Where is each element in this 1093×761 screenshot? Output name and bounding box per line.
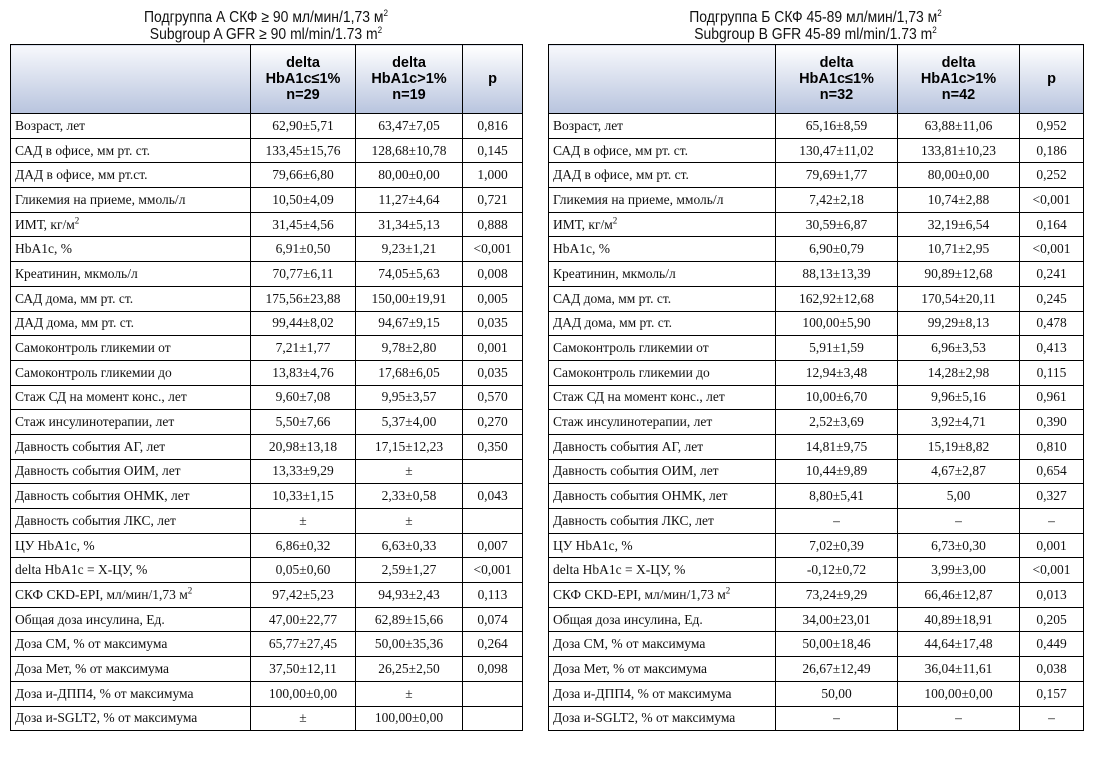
cell-low-delta: 2,52±3,69 — [776, 410, 898, 435]
cell-low-delta: 6,90±0,79 — [776, 237, 898, 262]
table-row — [549, 681, 1084, 706]
cell-p-value: 0,264 — [463, 632, 523, 657]
cell-low-delta: 37,50±12,11 — [251, 657, 356, 682]
cell-p-value: 0,816 — [463, 114, 523, 139]
cell-high-delta: 9,23±1,21 — [356, 237, 463, 262]
cell-high-delta: 94,67±9,15 — [356, 311, 463, 336]
row-label: delta HbA1c = Х-ЦУ, % — [549, 558, 776, 583]
row-label: Стаж СД на момент конс., лет — [549, 385, 776, 410]
cell-high-delta: 80,00±0,00 — [356, 163, 463, 188]
cell-p-value: 0,001 — [463, 336, 523, 361]
cell-high-delta: 2,33±0,58 — [356, 484, 463, 509]
row-label: ДАД дома, мм рт. ст. — [549, 311, 776, 336]
table-header-row — [549, 45, 1084, 114]
cell-low-delta: 10,33±1,15 — [251, 484, 356, 509]
cell-high-delta: 62,89±15,66 — [356, 607, 463, 632]
table-row — [549, 607, 1084, 632]
subgroup-a-title — [36, 0, 497, 44]
cell-low-delta: 70,77±6,11 — [251, 262, 356, 287]
cell-p-value: 0,008 — [463, 262, 523, 287]
header-col-low-delta: delta HbA1c≤1% n=32 — [776, 45, 898, 114]
cell-p-value: 0,007 — [463, 533, 523, 558]
cell-low-delta: 7,21±1,77 — [251, 336, 356, 361]
cell-high-delta: 40,89±18,91 — [898, 607, 1020, 632]
cell-p-value: 0,005 — [463, 286, 523, 311]
subgroup-b-panel — [548, 0, 1083, 731]
subgroup-a-table — [10, 44, 523, 731]
table-row — [11, 706, 523, 731]
table-row — [549, 459, 1084, 484]
cell-p-value: 0,570 — [463, 385, 523, 410]
row-label: Доза и-ДПП4, % от максимума — [11, 681, 251, 706]
cell-p-value: <0,001 — [1020, 558, 1084, 583]
cell-p-value: 0,001 — [1020, 533, 1084, 558]
cell-low-delta: 10,00±6,70 — [776, 385, 898, 410]
cell-low-delta: 100,00±5,90 — [776, 311, 898, 336]
row-label: Самоконтроль гликемии от — [549, 336, 776, 361]
cell-high-delta: 100,00±0,00 — [356, 706, 463, 731]
table-row — [549, 212, 1084, 237]
cell-high-delta: – — [898, 509, 1020, 534]
cell-p-value: 0,145 — [463, 138, 523, 163]
subgroup-b-table — [548, 44, 1084, 731]
cell-low-delta: 97,42±5,23 — [251, 583, 356, 608]
table-row — [11, 410, 523, 435]
cell-low-delta: 5,50±7,66 — [251, 410, 356, 435]
table-row — [549, 360, 1084, 385]
cell-low-delta: 79,66±6,80 — [251, 163, 356, 188]
cell-high-delta: 9,78±2,80 — [356, 336, 463, 361]
cell-low-delta: 50,00 — [776, 681, 898, 706]
cell-high-delta: 80,00±0,00 — [898, 163, 1020, 188]
cell-p-value — [463, 706, 523, 731]
table-row — [549, 262, 1084, 287]
cell-p-value: 0,654 — [1020, 459, 1084, 484]
row-label: Доза и-ДПП4, % от максимума — [549, 681, 776, 706]
table-row — [11, 163, 523, 188]
row-label: ИМТ, $кг/м^2$ — [549, 212, 776, 237]
table-row — [549, 188, 1084, 213]
row-label: Креатинин, мкмоль/л — [11, 262, 251, 287]
row-label: Давность события ОНМК, лет — [11, 484, 251, 509]
cell-low-delta: 65,16±8,59 — [776, 114, 898, 139]
cell-high-delta: 6,63±0,33 — [356, 533, 463, 558]
table-row — [549, 558, 1084, 583]
table-row — [11, 533, 523, 558]
subgroup-a-table-body — [11, 114, 523, 731]
cell-p-value: 0,035 — [463, 360, 523, 385]
cell-high-delta: 9,96±5,16 — [898, 385, 1020, 410]
row-label: Доза СМ, % от максимума — [11, 632, 251, 657]
cell-low-delta: – — [776, 509, 898, 534]
table-row — [11, 237, 523, 262]
cell-high-delta: 17,15±12,23 — [356, 434, 463, 459]
cell-p-value: 1,000 — [463, 163, 523, 188]
row-label: Доза Мет, % от максимума — [11, 657, 251, 682]
row-label: ДАД дома, мм рт. ст. — [11, 311, 251, 336]
subgroup-a-title-ru: Подгруппа А СКФ ≥ 90 мл/мин/1,73 $м^2$ — [143, 7, 389, 26]
table-row — [11, 509, 523, 534]
row-label: Самоконтроль гликемии до — [11, 360, 251, 385]
row-label: Стаж инсулинотерапии, лет — [549, 410, 776, 435]
cell-low-delta: 10,50±4,09 — [251, 188, 356, 213]
table-row — [549, 385, 1084, 410]
row-label: Давность события АГ, лет — [11, 434, 251, 459]
row-label: САД дома, мм рт. ст. — [11, 286, 251, 311]
cell-high-delta: 66,46±12,87 — [898, 583, 1020, 608]
row-label: Давность события ОИМ, лет — [11, 459, 251, 484]
cell-p-value: 0,888 — [463, 212, 523, 237]
cell-low-delta: 79,69±1,77 — [776, 163, 898, 188]
cell-low-delta: 130,47±11,02 — [776, 138, 898, 163]
row-label: ИМТ, $кг/м^2$ — [11, 212, 251, 237]
row-label: Стаж СД на момент конс., лет — [11, 385, 251, 410]
cell-high-delta: ± — [356, 681, 463, 706]
cell-p-value: 0,270 — [463, 410, 523, 435]
row-label: Возраст, лет — [549, 114, 776, 139]
table-row — [11, 360, 523, 385]
cell-high-delta: 2,59±1,27 — [356, 558, 463, 583]
header-col-p: p — [463, 45, 523, 114]
row-label: Доза Мет, % от максимума — [549, 657, 776, 682]
table-row — [549, 706, 1084, 731]
cell-p-value: – — [1020, 706, 1084, 731]
cell-low-delta: 162,92±12,68 — [776, 286, 898, 311]
cell-low-delta: 133,45±15,76 — [251, 138, 356, 163]
table-row — [549, 509, 1084, 534]
table-header-row — [11, 45, 523, 114]
cell-p-value: <0,001 — [1020, 237, 1084, 262]
table-row — [549, 237, 1084, 262]
table-row — [549, 657, 1084, 682]
table-row — [11, 434, 523, 459]
header-col-p: p — [1020, 45, 1084, 114]
row-label: Общая доза инсулина, Ед. — [549, 607, 776, 632]
cell-low-delta: 12,94±3,48 — [776, 360, 898, 385]
row-label: СКФ CKD-EPI, мл/мин/1,73 $м^2$ — [549, 583, 776, 608]
cell-p-value — [463, 681, 523, 706]
row-label: ДАД в офисе, мм рт.ст. — [11, 163, 251, 188]
cell-p-value: 0,961 — [1020, 385, 1084, 410]
row-label: Доза и-SGLT2, % от максимума — [11, 706, 251, 731]
row-label: Доза СМ, % от максимума — [549, 632, 776, 657]
row-label: HbA1c, % — [11, 237, 251, 262]
table-row — [11, 632, 523, 657]
cell-p-value: 0,157 — [1020, 681, 1084, 706]
cell-high-delta: 5,37±4,00 — [356, 410, 463, 435]
header-col-high-delta: delta HbA1c>1% n=42 — [898, 45, 1020, 114]
cell-high-delta: 99,29±8,13 — [898, 311, 1020, 336]
cell-low-delta: -0,12±0,72 — [776, 558, 898, 583]
cell-p-value: <0,001 — [463, 237, 523, 262]
table-row — [11, 385, 523, 410]
cell-p-value: 0,164 — [1020, 212, 1084, 237]
table-row — [11, 286, 523, 311]
table-row — [549, 336, 1084, 361]
table-row — [549, 410, 1084, 435]
cell-p-value: <0,001 — [463, 558, 523, 583]
subgroup-a-panel — [10, 0, 522, 731]
table-row — [11, 311, 523, 336]
cell-high-delta: 44,64±17,48 — [898, 632, 1020, 657]
cell-low-delta: 31,45±4,56 — [251, 212, 356, 237]
cell-high-delta: 6,96±3,53 — [898, 336, 1020, 361]
row-label: Давность события ОИМ, лет — [549, 459, 776, 484]
subgroup-b-title-en: Subgroup B GFR 45-89 ml/min/1.73 $m^2$ — [694, 24, 937, 43]
cell-p-value: 0,035 — [463, 311, 523, 336]
row-label: САД в офисе, мм рт. ст. — [11, 138, 251, 163]
cell-low-delta: 20,98±13,18 — [251, 434, 356, 459]
cell-low-delta: 13,83±4,76 — [251, 360, 356, 385]
cell-p-value: 0,721 — [463, 188, 523, 213]
row-label: СКФ CKD-EPI, мл/мин/1,73 $м^2$ — [11, 583, 251, 608]
row-label: Давность события АГ, лет — [549, 434, 776, 459]
cell-low-delta: 26,67±12,49 — [776, 657, 898, 682]
row-label: Общая доза инсулина, Ед. — [11, 607, 251, 632]
row-label: Давность события ЛКС, лет — [549, 509, 776, 534]
cell-p-value: 0,810 — [1020, 434, 1084, 459]
row-label: Возраст, лет — [11, 114, 251, 139]
cell-low-delta: 10,44±9,89 — [776, 459, 898, 484]
row-label: HbA1c, % — [549, 237, 776, 262]
cell-p-value: 0,952 — [1020, 114, 1084, 139]
cell-low-delta: 7,42±2,18 — [776, 188, 898, 213]
row-label: САД в офисе, мм рт. ст. — [549, 138, 776, 163]
cell-high-delta: 133,81±10,23 — [898, 138, 1020, 163]
row-label: Стаж инсулинотерапии, лет — [11, 410, 251, 435]
table-row — [11, 681, 523, 706]
table-row — [549, 311, 1084, 336]
table-row — [11, 657, 523, 682]
cell-high-delta: 17,68±6,05 — [356, 360, 463, 385]
cell-p-value: 0,038 — [1020, 657, 1084, 682]
cell-low-delta: 65,77±27,45 — [251, 632, 356, 657]
subgroup-b-table-body — [549, 114, 1084, 731]
header-col-low-delta: delta HbA1c≤1% n=29 — [251, 45, 356, 114]
cell-p-value: – — [1020, 509, 1084, 534]
cell-high-delta: 74,05±5,63 — [356, 262, 463, 287]
cell-low-delta: 73,24±9,29 — [776, 583, 898, 608]
cell-low-delta: ± — [251, 509, 356, 534]
cell-high-delta: 26,25±2,50 — [356, 657, 463, 682]
table-row — [549, 533, 1084, 558]
cell-low-delta: 7,02±0,39 — [776, 533, 898, 558]
cell-low-delta: 6,91±0,50 — [251, 237, 356, 262]
cell-p-value: 0,113 — [463, 583, 523, 608]
table-row — [549, 286, 1084, 311]
cell-p-value: 0,390 — [1020, 410, 1084, 435]
header-col-high-delta: delta HbA1c>1% n=19 — [356, 45, 463, 114]
cell-high-delta: 4,67±2,87 — [898, 459, 1020, 484]
cell-high-delta: 31,34±5,13 — [356, 212, 463, 237]
cell-low-delta: 62,90±5,71 — [251, 114, 356, 139]
cell-high-delta: 3,92±4,71 — [898, 410, 1020, 435]
row-label: Гликемия на приеме, ммоль/л — [549, 188, 776, 213]
row-label: ЦУ HbA1c, % — [11, 533, 251, 558]
cell-high-delta: ± — [356, 509, 463, 534]
row-label: ЦУ HbA1c, % — [549, 533, 776, 558]
cell-p-value: 0,205 — [1020, 607, 1084, 632]
table-row — [549, 163, 1084, 188]
table-row — [11, 114, 523, 139]
cell-low-delta: 99,44±8,02 — [251, 311, 356, 336]
cell-high-delta: 36,04±11,61 — [898, 657, 1020, 682]
cell-high-delta: 128,68±10,78 — [356, 138, 463, 163]
table-row — [549, 138, 1084, 163]
cell-p-value: <0,001 — [1020, 188, 1084, 213]
cell-low-delta: 50,00±18,46 — [776, 632, 898, 657]
row-label: Доза и-SGLT2, % от максимума — [549, 706, 776, 731]
cell-low-delta: 9,60±7,08 — [251, 385, 356, 410]
cell-low-delta: 34,00±23,01 — [776, 607, 898, 632]
table-row — [549, 583, 1084, 608]
cell-p-value — [463, 509, 523, 534]
table-row — [11, 138, 523, 163]
cell-high-delta: 150,00±19,91 — [356, 286, 463, 311]
row-label: Гликемия на приеме, ммоль/л — [11, 188, 251, 213]
cell-high-delta: 63,88±11,06 — [898, 114, 1020, 139]
table-row — [11, 188, 523, 213]
row-label: Давность события ОНМК, лет — [549, 484, 776, 509]
table-row — [11, 583, 523, 608]
row-label: ДАД в офисе, мм рт. ст. — [549, 163, 776, 188]
cell-p-value: 0,245 — [1020, 286, 1084, 311]
cell-p-value: 0,478 — [1020, 311, 1084, 336]
table-row — [549, 114, 1084, 139]
cell-p-value: 0,098 — [463, 657, 523, 682]
table-row — [549, 434, 1084, 459]
cell-low-delta: 8,80±5,41 — [776, 484, 898, 509]
cell-low-delta: 0,05±0,60 — [251, 558, 356, 583]
table-row — [11, 262, 523, 287]
header-corner — [11, 45, 251, 114]
subgroup-b-title-ru: Подгруппа Б СКФ 45-89 мл/мин/1,73 $м^2$ — [689, 7, 942, 26]
cell-p-value: 0,186 — [1020, 138, 1084, 163]
cell-high-delta: 100,00±0,00 — [898, 681, 1020, 706]
cell-low-delta: 5,91±1,59 — [776, 336, 898, 361]
row-label: Самоконтроль гликемии от — [11, 336, 251, 361]
row-label: Креатинин, мкмоль/л — [549, 262, 776, 287]
cell-high-delta: – — [898, 706, 1020, 731]
table-row — [549, 632, 1084, 657]
cell-low-delta: 13,33±9,29 — [251, 459, 356, 484]
header-corner — [549, 45, 776, 114]
subgroup-b-title — [575, 0, 1057, 44]
table-row — [11, 212, 523, 237]
row-label: САД дома, мм рт. ст. — [549, 286, 776, 311]
cell-low-delta: 14,81±9,75 — [776, 434, 898, 459]
cell-low-delta: – — [776, 706, 898, 731]
cell-low-delta: 6,86±0,32 — [251, 533, 356, 558]
table-row — [11, 607, 523, 632]
cell-high-delta: 10,71±2,95 — [898, 237, 1020, 262]
cell-p-value: 0,241 — [1020, 262, 1084, 287]
cell-high-delta: 63,47±7,05 — [356, 114, 463, 139]
cell-low-delta: ± — [251, 706, 356, 731]
cell-low-delta: 88,13±13,39 — [776, 262, 898, 287]
row-label: Давность события ЛКС, лет — [11, 509, 251, 534]
cell-high-delta: 15,19±8,82 — [898, 434, 1020, 459]
cell-high-delta: 3,99±3,00 — [898, 558, 1020, 583]
cell-p-value: 0,327 — [1020, 484, 1084, 509]
cell-p-value: 0,115 — [1020, 360, 1084, 385]
subgroup-a-title-en: Subgroup A GFR ≥ 90 ml/min/1.73 $m^2$ — [149, 24, 383, 43]
cell-high-delta: 6,73±0,30 — [898, 533, 1020, 558]
cell-p-value: 0,449 — [1020, 632, 1084, 657]
cell-high-delta: ± — [356, 459, 463, 484]
cell-high-delta: 5,00 — [898, 484, 1020, 509]
table-row — [11, 558, 523, 583]
cell-high-delta: 170,54±20,11 — [898, 286, 1020, 311]
cell-high-delta: 90,89±12,68 — [898, 262, 1020, 287]
table-row — [549, 484, 1084, 509]
table-row — [11, 459, 523, 484]
cell-p-value: 0,252 — [1020, 163, 1084, 188]
cell-high-delta: 10,74±2,88 — [898, 188, 1020, 213]
cell-low-delta: 47,00±22,77 — [251, 607, 356, 632]
cell-p-value — [463, 459, 523, 484]
table-row — [11, 336, 523, 361]
cell-high-delta: 94,93±2,43 — [356, 583, 463, 608]
row-label: Самоконтроль гликемии до — [549, 360, 776, 385]
cell-low-delta: 175,56±23,88 — [251, 286, 356, 311]
table-row — [11, 484, 523, 509]
row-label: delta HbA1c = Х-ЦУ, % — [11, 558, 251, 583]
cell-p-value: 0,413 — [1020, 336, 1084, 361]
cell-high-delta: 11,27±4,64 — [356, 188, 463, 213]
cell-p-value: 0,350 — [463, 434, 523, 459]
cell-p-value: 0,043 — [463, 484, 523, 509]
cell-high-delta: 50,00±35,36 — [356, 632, 463, 657]
cell-p-value: 0,074 — [463, 607, 523, 632]
cell-p-value: 0,013 — [1020, 583, 1084, 608]
cell-high-delta: 14,28±2,98 — [898, 360, 1020, 385]
cell-high-delta: 9,95±3,57 — [356, 385, 463, 410]
cell-low-delta: 30,59±6,87 — [776, 212, 898, 237]
cell-high-delta: 32,19±6,54 — [898, 212, 1020, 237]
cell-low-delta: 100,00±0,00 — [251, 681, 356, 706]
